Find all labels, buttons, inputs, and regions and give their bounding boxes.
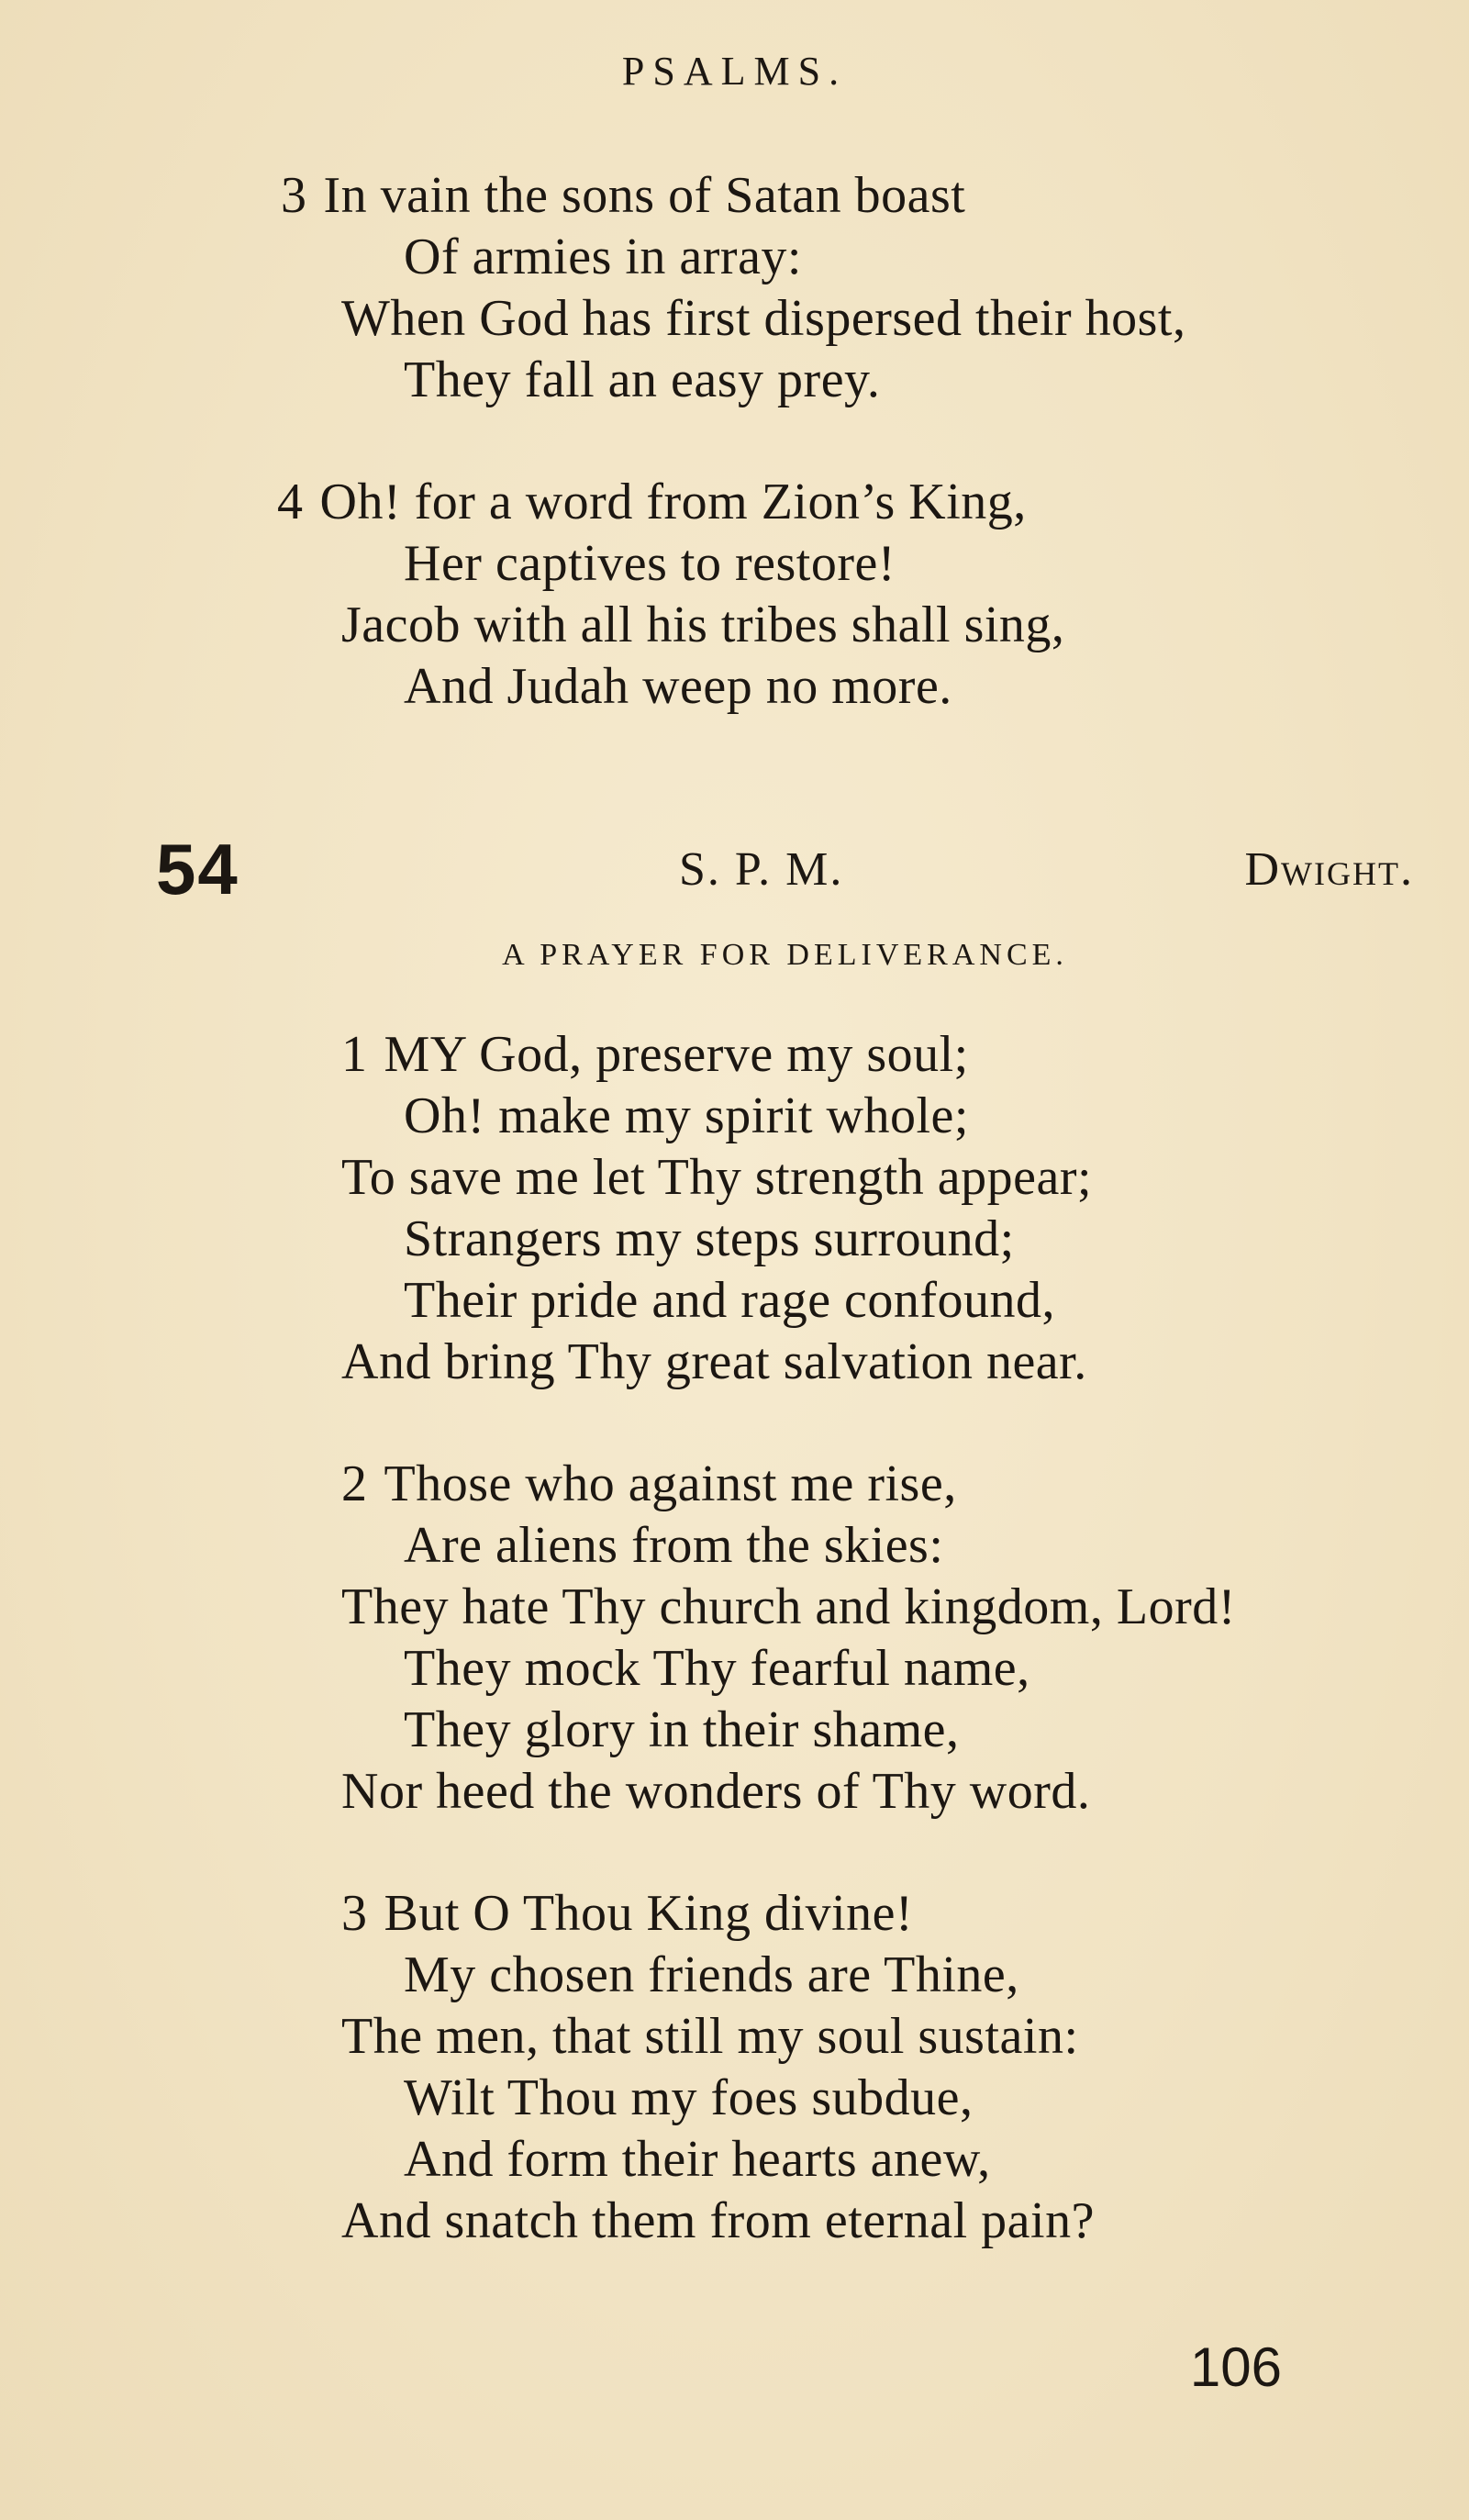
stanza-line: Their pride and rage confound, [404, 1272, 1056, 1329]
stanza-number: 3 [281, 167, 307, 224]
stanza-line: Strangers my steps surround; [404, 1210, 1015, 1267]
stanza-number: 3 [341, 1885, 368, 1942]
stanza-line: Oh! make my spirit whole; [404, 1087, 969, 1144]
hymn-meter: S. P. M. [679, 843, 844, 896]
stanza-line: They glory in their shame, [404, 1701, 960, 1758]
stanza-line: Her captives to restore! [404, 535, 896, 592]
stanza-line: 3 In vain the sons of Satan boast [281, 167, 966, 224]
stanza-line: 2 Those who against me rise, [341, 1455, 957, 1512]
stanza-line: The men, that still my soul sustain: [341, 2008, 1079, 2065]
hymn-subtitle: A PRAYER FOR DELIVERANCE. [502, 938, 1068, 972]
stanza-line: They fall an easy prey. [404, 351, 881, 408]
hymn-number: 54 [156, 829, 239, 909]
stanza-line: 1 MY God, preserve my soul; [341, 1026, 969, 1083]
stanza-number: 2 [341, 1455, 368, 1512]
stanza-line: And bring Thy great salvation near. [341, 1333, 1087, 1390]
hymn-author: Dwight. [1244, 843, 1414, 896]
stanza-line: Are aliens from the skies: [404, 1517, 944, 1574]
stanza-number: 1 [341, 1026, 368, 1083]
stanza-line: And Judah weep no more. [404, 658, 952, 715]
stanza-line: And form their hearts anew, [404, 2131, 991, 2188]
stanza-line: Wilt Thou my foes subdue, [404, 2069, 974, 2126]
stanza-line: To save me let Thy strength appear; [341, 1149, 1093, 1206]
stanza-line: Jacob with all his tribes shall sing, [341, 597, 1065, 653]
stanza-line: 3 But O Thou King divine! [341, 1885, 914, 1942]
stanza-line: My chosen friends are Thine, [404, 1946, 1019, 2003]
stanza-line: Of armies in array: [404, 229, 802, 285]
stanza-line: When God has first dispersed their host, [341, 290, 1186, 347]
stanza-line: They mock Thy fearful name, [404, 1640, 1030, 1697]
running-title: PSALMS. [621, 49, 848, 94]
stanza-number: 4 [277, 474, 304, 530]
stanza-line: And snatch them from eternal pain? [341, 2192, 1095, 2249]
stanza-line: They hate Thy church and kingdom, Lord! [341, 1578, 1236, 1635]
stanza-line: Nor heed the wonders of Thy word. [341, 1763, 1091, 1820]
page-number: 106 [1189, 2336, 1282, 2398]
stanza-line: 4 Oh! for a word from Zion’s King, [277, 474, 1027, 530]
